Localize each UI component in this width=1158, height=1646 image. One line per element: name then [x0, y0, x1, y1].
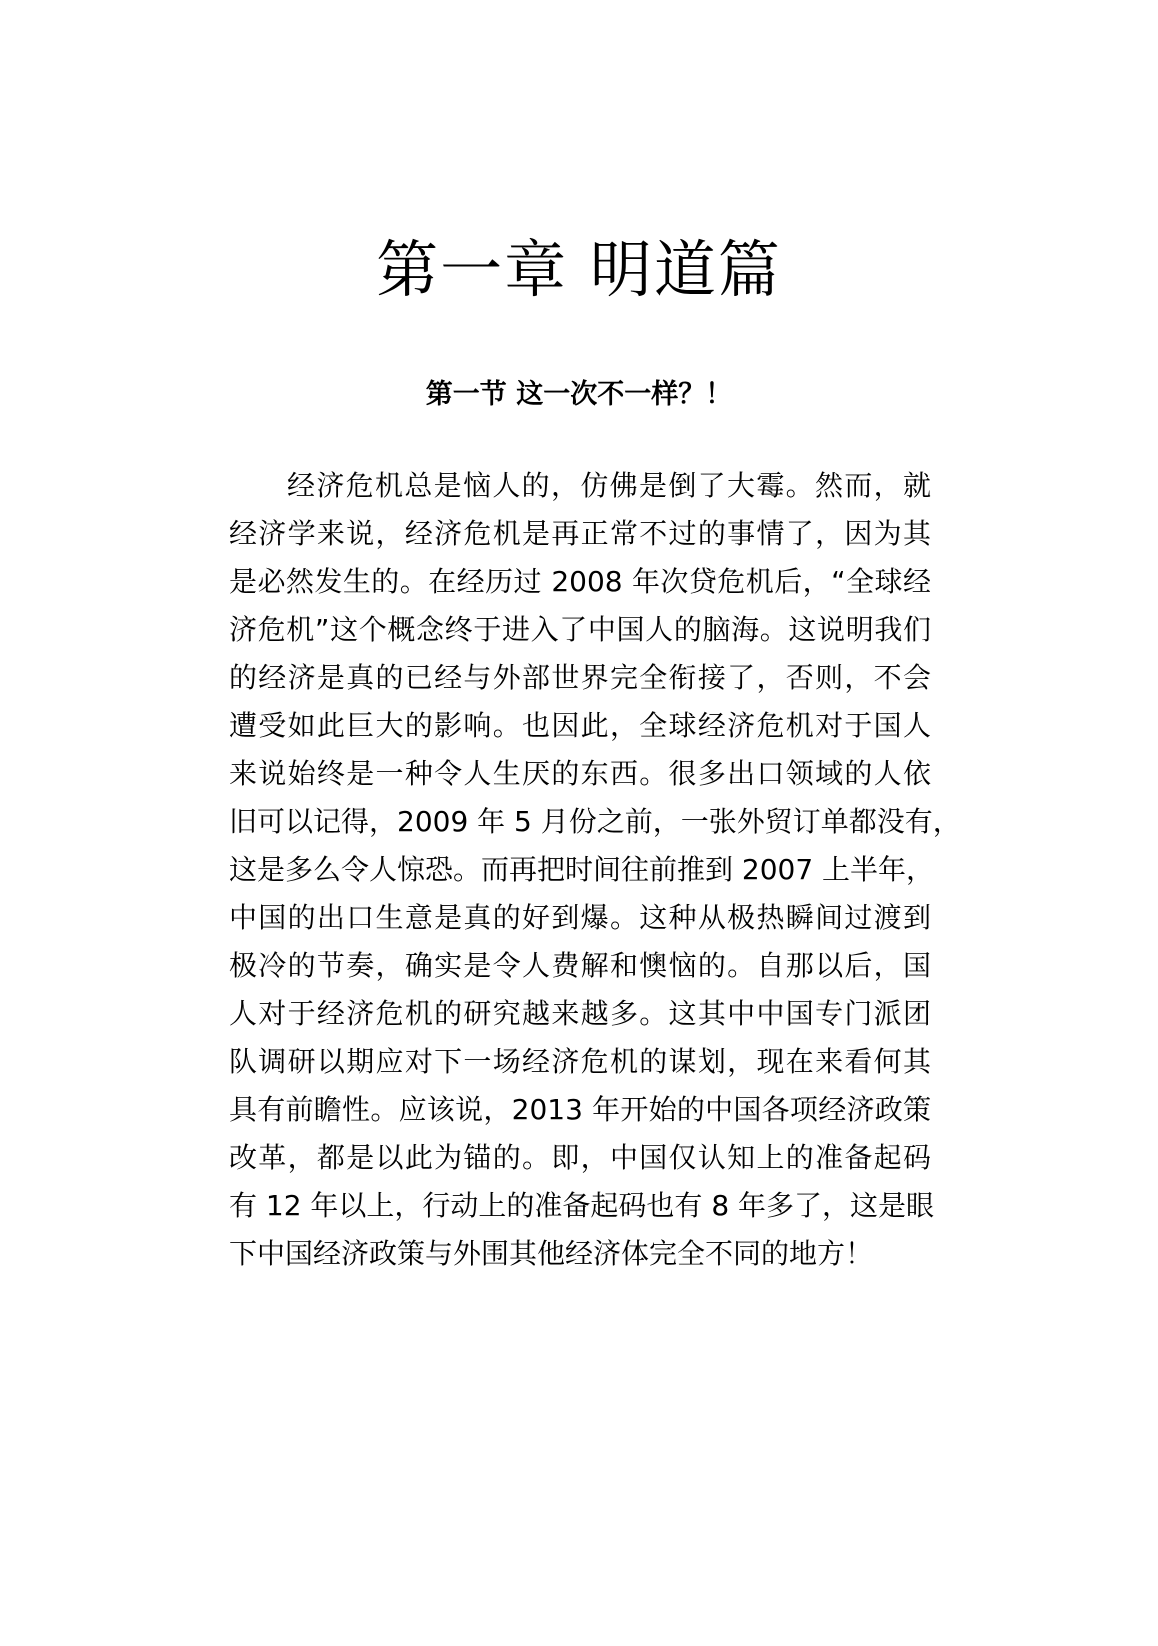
paragraph-line: 这是多么令人惊恐。而再把时间往前推到 2007 上半年，	[229, 853, 935, 886]
paragraph-line: 旧可以记得，2009 年 5 月份之前，一张外贸订单都没有，	[229, 805, 961, 838]
paragraph-line: 具有前瞻性。应该说，2013 年开始的中国各项经济政策	[229, 1093, 931, 1126]
paragraph-line: 遭受如此巨大的影响。也因此，全球经济危机对于国人	[229, 709, 931, 742]
paragraph-line: 经济学来说，经济危机是再正常不过的事情了，因为其	[229, 517, 931, 550]
paragraph-line: 队调研以期应对下一场经济危机的谋划，现在来看何其	[229, 1045, 931, 1078]
paragraph-line: 改革，都是以此为锚的。即，中国仅认知上的准备起码	[229, 1141, 931, 1174]
paragraph-line: 经济危机总是恼人的，仿佛是倒了大霉。然而，就	[287, 469, 931, 502]
paragraph-line: 济危机”这个概念终于进入了中国人的脑海。这说明我们	[229, 613, 931, 646]
paragraph-line: 的经济是真的已经与外部世界完全衔接了，否则，不会	[229, 661, 931, 694]
paragraph-line: 来说始终是一种令人生厌的东西。很多出口领域的人依	[229, 757, 931, 790]
paragraph-line: 人对于经济危机的研究越来越多。这其中中国专门派团	[229, 997, 931, 1030]
paragraph-line: 是必然发生的。在经历过 2008 年次贷危机后，“全球经	[229, 565, 931, 598]
paragraph-line: 极冷的节奏，确实是令人费解和懊恼的。自那以后，国	[229, 949, 931, 982]
paragraph-line: 下中国经济政策与外围其他经济体完全不同的地方！	[229, 1237, 874, 1270]
body-paragraph	[229, 462, 961, 1278]
section-title: 第一节 这一次不一样？！	[425, 379, 733, 410]
paragraph-line: 中国的出口生意是真的好到爆。这种从极热瞬间过渡到	[229, 901, 931, 934]
chapter-title: 第一章 明道篇	[376, 233, 782, 306]
paragraph-line: 有 12 年以上，行动上的准备起码也有 8 年多了，这是眼	[229, 1189, 935, 1222]
